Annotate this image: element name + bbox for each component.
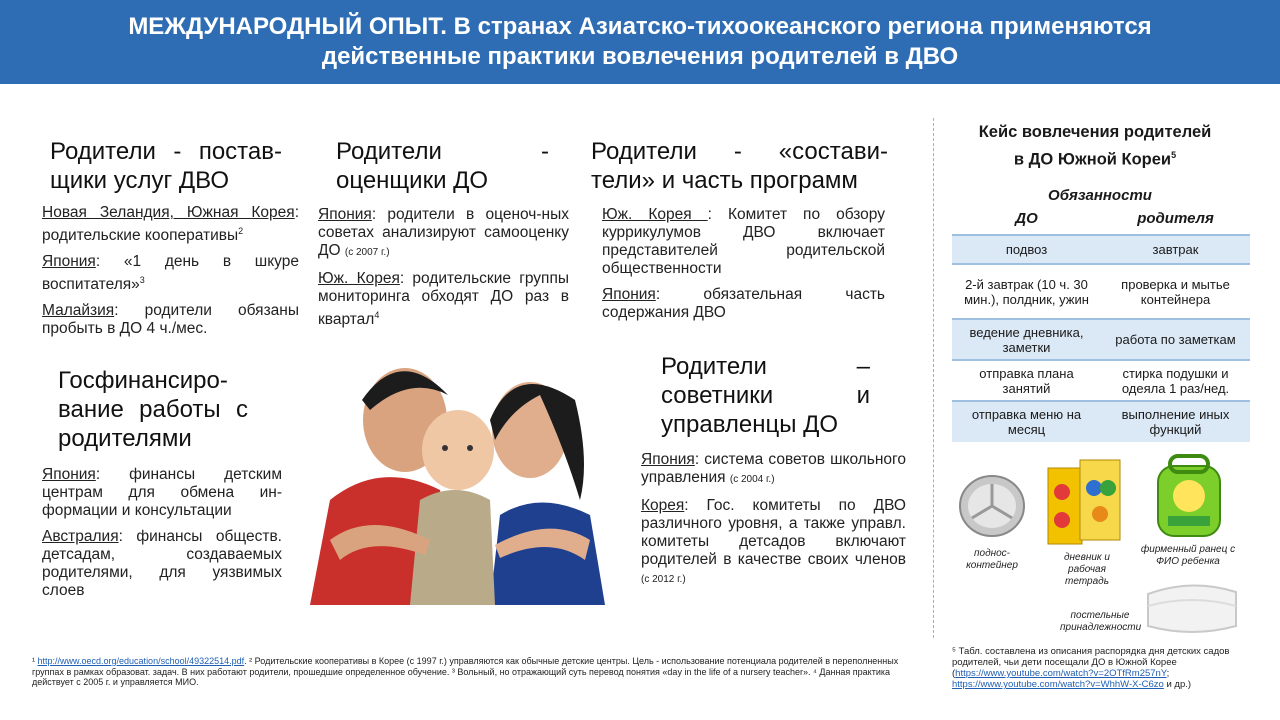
duties-col-do: ДО <box>1015 210 1038 227</box>
col3-title: Родители - «состави-тели» и часть программ <box>591 138 888 194</box>
col4-item: Япония: финансы детским центрам для обмена ин-формации и консультации <box>42 466 282 519</box>
youtube-link-2[interactable]: https://www.youtube.com/watch?v=WhhW-X-C6zo <box>952 679 1164 690</box>
col5-body <box>641 451 906 597</box>
footnote-5: ⁵ Табл. составлена из описания распорядка дня детских садов родителей, чьи дети посещали ДО в Южной Корее (https://www.youtube.com/watch?v=2OTfRm257nY; https://www.youtube.com/watch?v=WhhW-X-C6zo и др.) <box>952 646 1230 690</box>
oecd-link[interactable]: http://www.oecd.org/education/school/49322514.pdf <box>37 656 245 666</box>
bedding-icon <box>1140 576 1244 636</box>
col2-body <box>318 206 569 337</box>
duties-table <box>952 234 1250 442</box>
tray-caption: поднос-контейнер <box>966 548 1018 571</box>
col1-body <box>42 204 299 346</box>
family-photo <box>290 340 610 605</box>
table-row: ведение дневника, заметки работа по заметкам <box>952 319 1250 360</box>
col3-item: Юж. Корея : Комитет по обзору куррикулумов ДВО включает представителей родительской общественности <box>602 206 885 277</box>
col4-body <box>42 466 282 608</box>
col1-title: Родители - постав-щики услуг ДВО <box>50 138 282 194</box>
backpack-caption: фирменный ранец с ФИО ребенка <box>1140 544 1236 567</box>
tray-icon <box>958 470 1026 542</box>
col1-item: Новая Зеландия, Южная Корея: родительские кооперативы$^2$ <box>42 204 299 245</box>
duties-header <box>952 210 1250 227</box>
col2-item: Юж. Корея: родительские группы мониторинга обходят ДО раз в квартал$^4$ <box>318 270 569 329</box>
table-row: подвоз завтрак <box>952 235 1250 264</box>
table-row: отправка меню на месяц выполнение иных функций <box>952 401 1250 442</box>
header-line-2: действенные практики вовлечения родителей в ДВО <box>321 43 959 70</box>
header-line-1: МЕЖДУНАРОДНЫЙ ОПЫТ. В странах Азиатско-тихоокеанского региона применяются <box>128 13 1152 40</box>
col1-item: Малайзия: родители обязаны пробыть в ДО 4 ч./мес. <box>42 302 299 338</box>
backpack-icon <box>1150 454 1228 538</box>
col3-item: Япония: обязательная часть содержания ДВО <box>602 286 885 321</box>
duties-col-parent: родителя <box>1137 210 1214 227</box>
case-title: Кейс вовлечения родителей в ДО Южной Кореи$^5$ <box>978 123 1212 169</box>
col5-title: Родители – советники и управленцы ДО <box>661 353 870 438</box>
section-divider <box>933 118 934 638</box>
diary-caption: дневник и рабочая тетрадь <box>1064 552 1110 587</box>
duties-title: Обязанности <box>1048 187 1152 204</box>
col5-item: Япония: система советов школьного управления (с 2004 г.) <box>641 451 906 486</box>
col4-title: Госфинансиро-вание работы с родителями <box>58 367 248 452</box>
table-row: отправка плана занятий стирка подушки и одеяла 1 раз/нед. <box>952 360 1250 401</box>
diary-icon <box>1046 458 1124 548</box>
col3-body <box>602 206 885 330</box>
footnotes: ¹ http://www.oecd.org/education/school/49322514.pdf. ² Родительские кооперативы в Корее (с 1997 г.) управляются как обычные детские центры. Цель - использование потенциала родителей в переполненных группах в рамках образоват. задач. В них работают родители, прошедшие определенное обучение. ³ Вольный, но отражающий суть перевод понятия «day in the life of a nursery teacher». ⁴ Данная практика действует с 2005 г. и управляется МИО. <box>32 656 899 687</box>
col4-item: Австралия: финансы обществ. детсадам, создаваемых родителями, для уязвимых слоев <box>42 528 282 599</box>
table-row: 2-й завтрак (10 ч. 30 мин.), полдник, ужин проверка и мытье контейнера <box>952 264 1250 319</box>
bedding-caption: постельные принадлежности <box>1060 610 1142 633</box>
youtube-link-1[interactable]: https://www.youtube.com/watch?v=2OTfRm257nY <box>955 668 1167 679</box>
col2-title: Родители - оценщики ДО <box>336 138 549 194</box>
col5-item: Корея: Гос. комитеты по ДВО различного уровня, а также управл. комитеты детсадов включают родителей в качестве своих членов (с 2012 г.) <box>641 497 906 585</box>
slide-header <box>0 0 1280 84</box>
col1-item: Япония: «1 день в шкуре воспитателя»$^3$ <box>42 253 299 294</box>
col2-item: Япония: родители в оценоч-ных советах анализируют самооценку ДО (с 2007 г.) <box>318 206 569 259</box>
